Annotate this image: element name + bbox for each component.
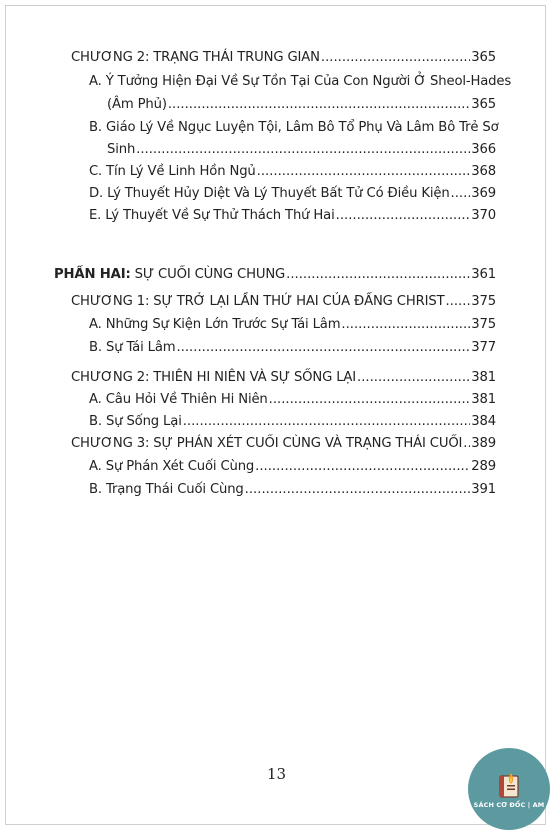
toc-page-number: 391 xyxy=(471,482,496,497)
toc-page-number: 377 xyxy=(471,340,496,355)
toc-chapter-2[interactable] xyxy=(71,368,496,388)
toc-leader-dots xyxy=(445,292,470,312)
toc-leader-dots xyxy=(269,390,471,410)
toc-page-number: 365 xyxy=(471,97,496,112)
toc-page-number: 368 xyxy=(471,164,496,179)
toc-leader-dots xyxy=(321,48,470,68)
toc-part-title: SỰ CUỐI CÙNG CHUNG xyxy=(134,267,286,282)
toc-entry-title: B. Sự Tái Lâm xyxy=(89,340,176,355)
toc-leader-dots xyxy=(255,457,470,477)
toc-entry-b-line1[interactable]: B. Giáo Lý Về Ngục Luyện Tội, Lâm Bô Tổ Phụ Và Lâm Bô Trẻ Sơ xyxy=(89,120,499,135)
toc-page-number: 361 xyxy=(471,267,496,282)
toc-page-number: 381 xyxy=(471,392,496,407)
toc-page-number: 375 xyxy=(471,294,496,309)
toc-entry-e[interactable] xyxy=(89,206,496,226)
toc-entry-title: A. Câu Hỏi Về Thiên Hi Niên xyxy=(89,392,268,407)
toc-leader-dots xyxy=(245,480,471,500)
toc-entry-title: (Âm Phủ) xyxy=(107,97,167,112)
publisher-logo-text: SÁCH CƠ ĐỐC | AM xyxy=(473,800,545,809)
toc-entry-title: C. Tín Lý Về Linh Hồn Ngủ xyxy=(89,164,256,179)
toc-leader-dots xyxy=(183,412,471,432)
publisher-logo xyxy=(468,748,550,830)
toc-page-number: 389 xyxy=(471,436,496,451)
toc-page-number: 370 xyxy=(471,208,496,223)
toc-entry-b[interactable] xyxy=(107,140,496,160)
toc-part-label: PHẦN HAI: xyxy=(54,267,131,282)
toc-chapter-title: CHƯƠNG 2: TRẠNG THÁI TRUNG GIAN xyxy=(71,50,320,65)
toc-entry-title: A. Những Sự Kiện Lớn Trước Sự Tái Lâm xyxy=(89,317,341,332)
toc-entry-title: E. Lý Thuyết Về Sự Thử Thách Thứ Hai xyxy=(89,208,335,223)
toc-ch1-entry-a[interactable] xyxy=(89,315,496,335)
toc-entry-title: B. Sự Sống Lại xyxy=(89,414,182,429)
toc-leader-dots xyxy=(286,265,470,285)
toc-chapter-title: CHƯƠNG 1: SỰ TRỞ LẠI LẦN THỨ HAI CỦA ĐẤNG CHRIST xyxy=(71,294,445,309)
toc-entry-title: A. Sự Phán Xét Cuối Cùng xyxy=(89,459,255,474)
toc-page-number: 369 xyxy=(471,186,496,201)
toc-chapter-2-intermediate[interactable] xyxy=(71,48,496,68)
toc-page-number: 365 xyxy=(471,50,496,65)
toc-leader-dots xyxy=(168,95,470,115)
toc-page-number: 289 xyxy=(471,459,496,474)
toc-ch3-entry-a[interactable] xyxy=(89,457,496,477)
page-number: 13 xyxy=(266,765,287,783)
toc-chapter-title: CHƯƠNG 3: SỰ PHÁN XÉT CUỐI CÙNG VÀ TRẠNG THÁI CUỐI xyxy=(71,436,463,451)
toc-leader-dots xyxy=(136,140,470,160)
toc-leader-dots xyxy=(463,434,470,454)
toc-leader-dots xyxy=(357,368,470,388)
toc-ch3-entry-b[interactable] xyxy=(89,480,496,500)
toc-leader-dots xyxy=(257,162,471,182)
toc-chapter-title: CHƯƠNG 2: THIÊN HI NIÊN VÀ SỰ SỐNG LẠI xyxy=(71,370,357,385)
toc-chapter-3[interactable] xyxy=(71,434,496,454)
toc-entry-d[interactable] xyxy=(89,184,496,204)
toc-entry-title: D. Lý Thuyết Hủy Diệt Và Lý Thuyết Bất Tử Có Điều Kiện xyxy=(89,186,450,201)
toc-ch1-entry-b[interactable] xyxy=(89,338,496,358)
toc-page-number: 375 xyxy=(471,317,496,332)
toc-leader-dots xyxy=(451,184,471,204)
toc-page-number: 366 xyxy=(471,142,496,157)
toc-entry-title: Sinh xyxy=(107,142,136,157)
toc-page-number: 381 xyxy=(471,370,496,385)
toc-ch2-entry-a[interactable] xyxy=(89,390,496,410)
toc-chapter-1[interactable] xyxy=(71,292,496,312)
book-flame-icon xyxy=(498,770,520,798)
toc-entry-a[interactable] xyxy=(107,95,496,115)
toc-leader-dots xyxy=(336,206,471,226)
toc-page-number: 384 xyxy=(471,414,496,429)
toc-part-two[interactable] xyxy=(54,265,496,285)
toc-leader-dots xyxy=(176,338,470,358)
toc-entry-a-line1[interactable]: A. Ý Tưởng Hiện Đại Về Sự Tồn Tại Của Con Người Ở Sheol-Hades xyxy=(89,74,512,89)
toc-leader-dots xyxy=(341,315,470,335)
toc-entry-title: B. Trạng Thái Cuối Cùng xyxy=(89,482,244,497)
toc-entry-c[interactable] xyxy=(89,162,496,182)
toc-ch2-entry-b[interactable] xyxy=(89,412,496,432)
